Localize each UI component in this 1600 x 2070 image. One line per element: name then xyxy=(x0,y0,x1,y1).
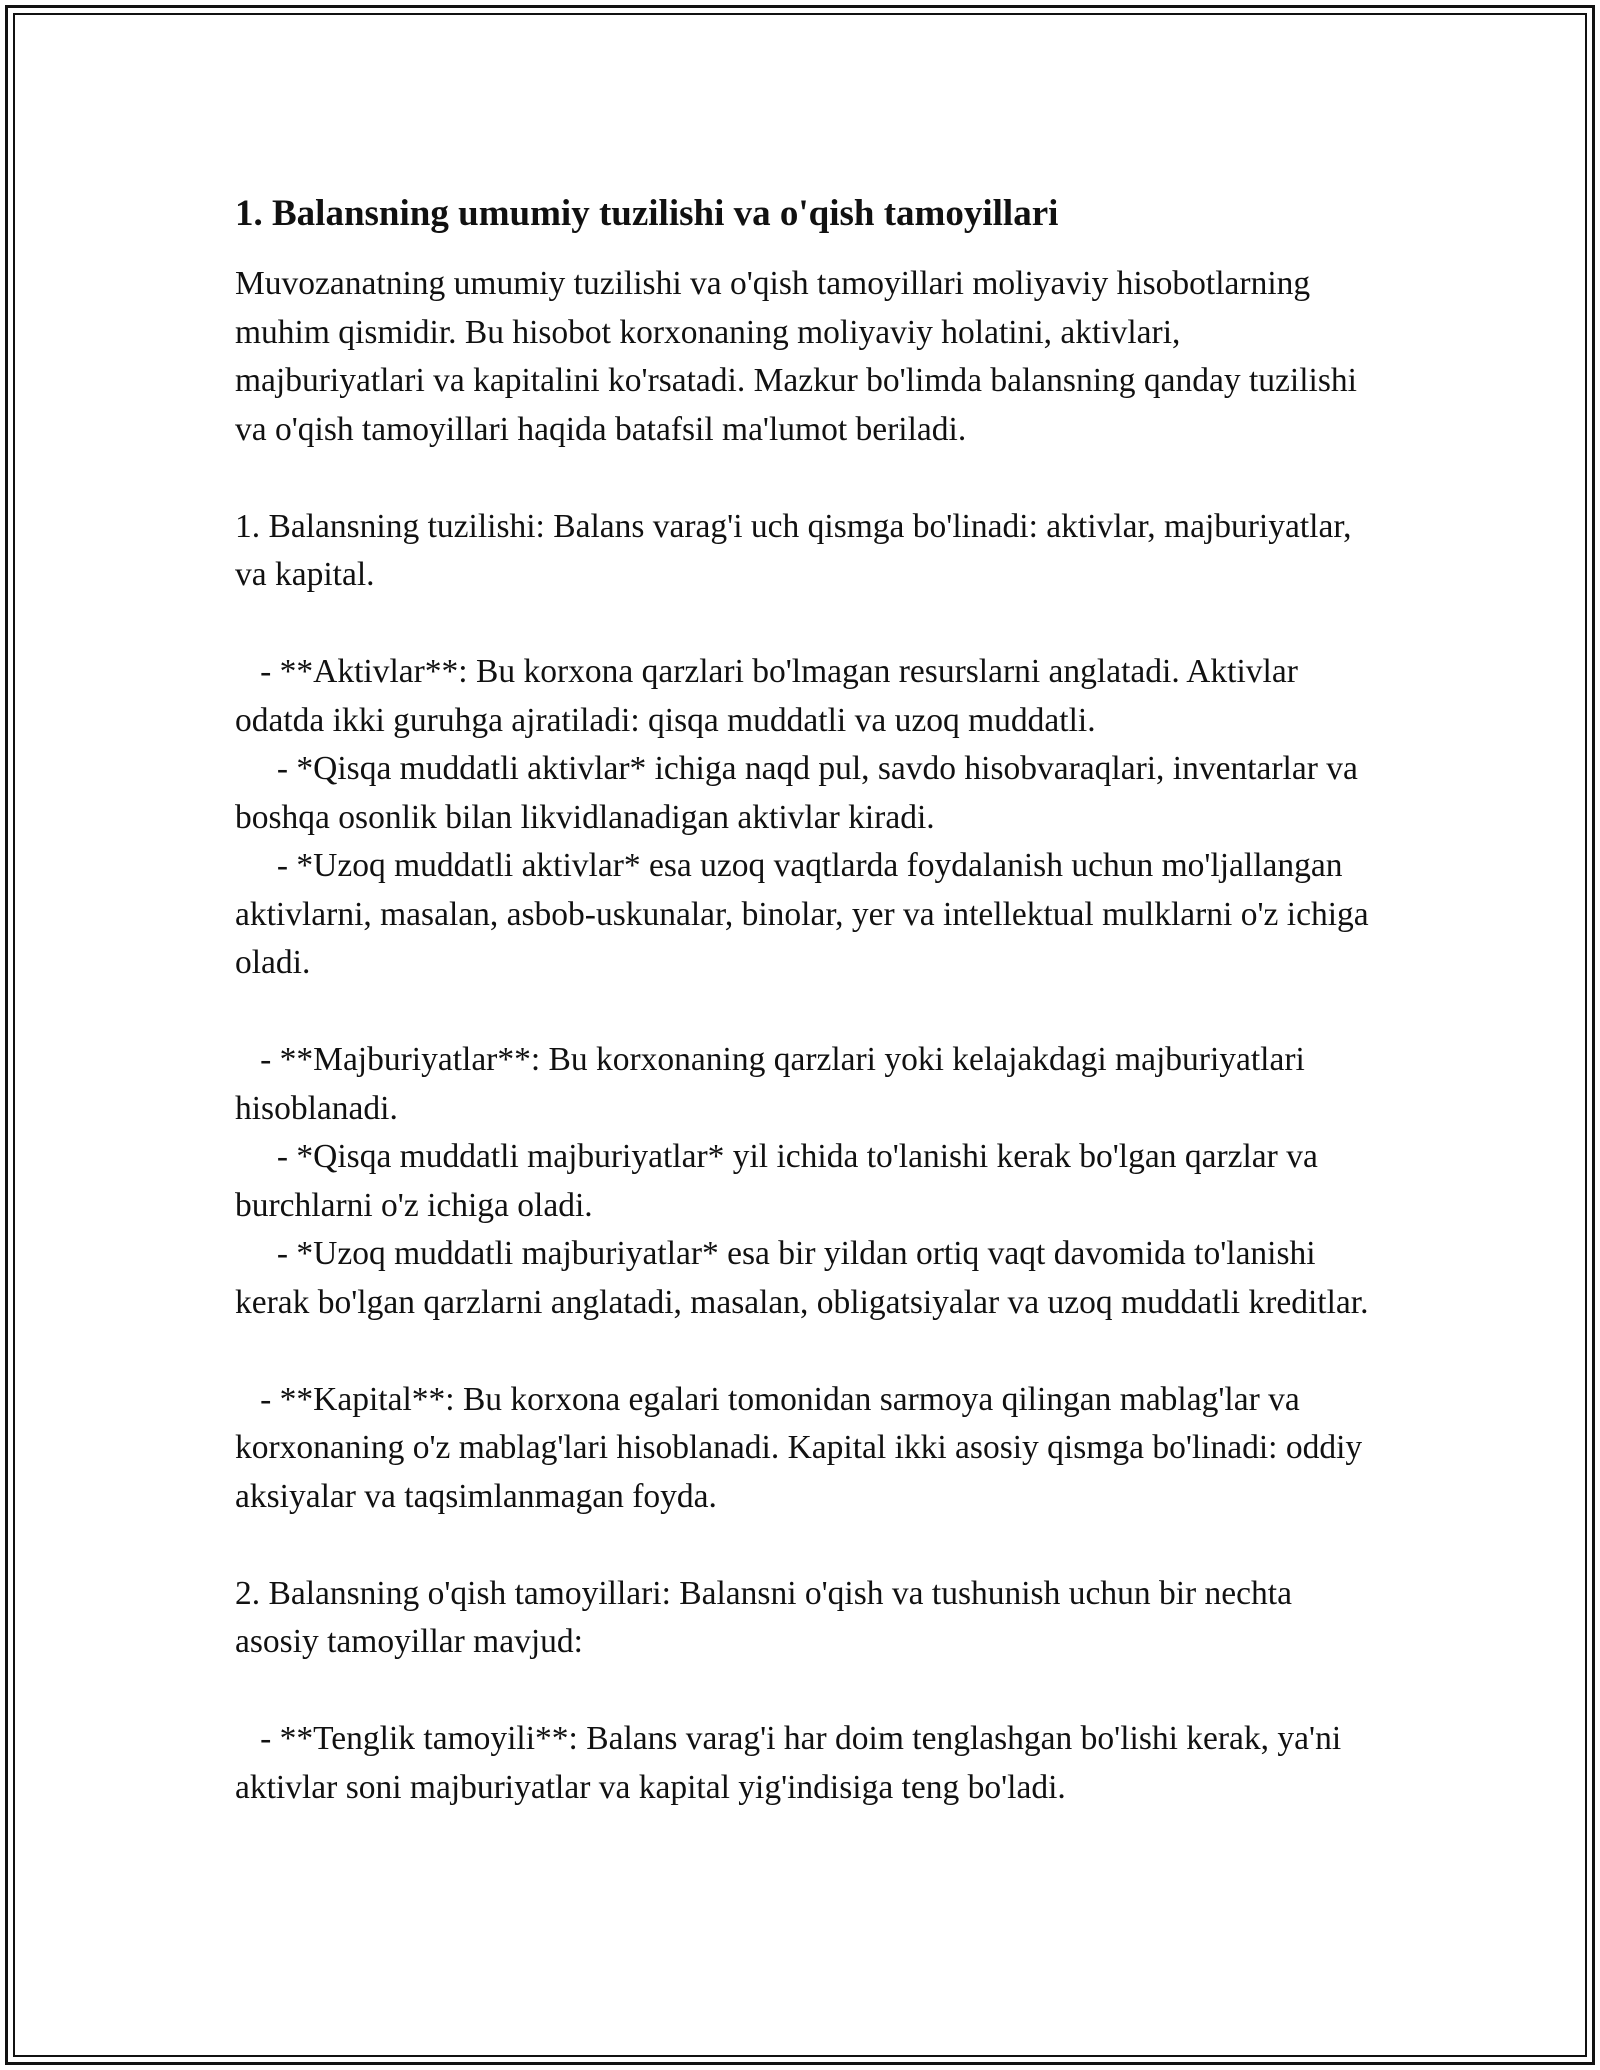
intro-paragraph: Muvozanatning umumiy tuzilishi va o'qish tamoyillari moliyaviy hisobotlarning muhim qismidir. Bu hisobot korxonaning moliyaviy holatini, aktivlari, majburiyatlari va kapitalini ko'rsatadi. Mazkur bo'limda balansning qanday tuzilishi va o'qish tamoyillari haqida batafsil ma'lumot beriladi. xyxy=(235,265,1366,448)
paragraph-gap xyxy=(235,600,1375,649)
section-title: 1. Balansning umumiy tuzilishi va o'qish tamoyillari xyxy=(235,193,1059,234)
equality-principle-paragraph: - **Tenglik tamoyili**: Balans varag'i har doim tenglashgan bo'lishi kerak, ya'ni aktivlar soni majburiyatlar va kapital yig'indisiga teng bo'ladi. xyxy=(235,1720,1350,1806)
capital-paragraph: - **Kapital**: Bu korxona egalari tomonidan sarmoya qilingan mablag'lar va korxonaning o'z mablag'lari hisoblanadi. Kapital ikki asosiy qismga bo'linadi: oddiy aksiyalar va taqsimlanmagan foyda. xyxy=(235,1380,1371,1515)
reading-principles-paragraph: 2. Balansning o'qish tamoyillari: Balansni o'qish va tushunish uchun bir nechta asosiy tamoyillar mavjud: xyxy=(235,1574,1301,1660)
liabilities-paragraph: - **Majburiyatlar**: Bu korxonaning qarzlari yoki kelajakdagi majburiyatlari hisoblanadi. - *Qisqa muddatli majburiyatlar* yil ichida to'lanishi kerak bo'lgan qarzlar va burchlarni o'z ichiga oladi. - *Uzoq muddatli majburiyatlar* esa bir yildan ortiq vaqt davomida to'lanishi kerak bo'lgan qarzlarni anglatadi, masalan, obligatsiyalar va uzoq muddatli kreditlar. xyxy=(235,1041,1369,1321)
paragraph-gap xyxy=(235,454,1375,503)
paragraph-gap xyxy=(235,1521,1375,1570)
assets-paragraph: - **Aktivlar**: Bu korxona qarzlari bo'lmagan resurslarni anglatadi. Aktivlar odatda ikki guruhga ajratiladi: qisqa muddatli va uzoq muddatli. - *Qisqa muddatli aktivlar* ichiga naqd pul, savdo hisobvaraqlari, inventarlar va boshqa osonlik bilan likvidlanadigan aktivlar kiradi. - *Uzoq muddatli aktivlar* esa uzoq vaqtlarda foydalanish uchun mo'ljallangan aktivlarni, masalan, asbob-uskunalar, binolar, yer va intellektual mulklarni o'z ichiga oladi. xyxy=(235,653,1369,981)
paragraph-gap xyxy=(235,1327,1375,1376)
structure-paragraph: 1. Balansning tuzilishi: Balans varag'i uch qismga bo'linadi: aktivlar, majburiyatlar, va kapital. xyxy=(235,507,1360,593)
paragraph-gap xyxy=(235,1667,1375,1716)
paragraph-gap xyxy=(235,988,1375,1037)
document-body xyxy=(235,190,1375,1812)
